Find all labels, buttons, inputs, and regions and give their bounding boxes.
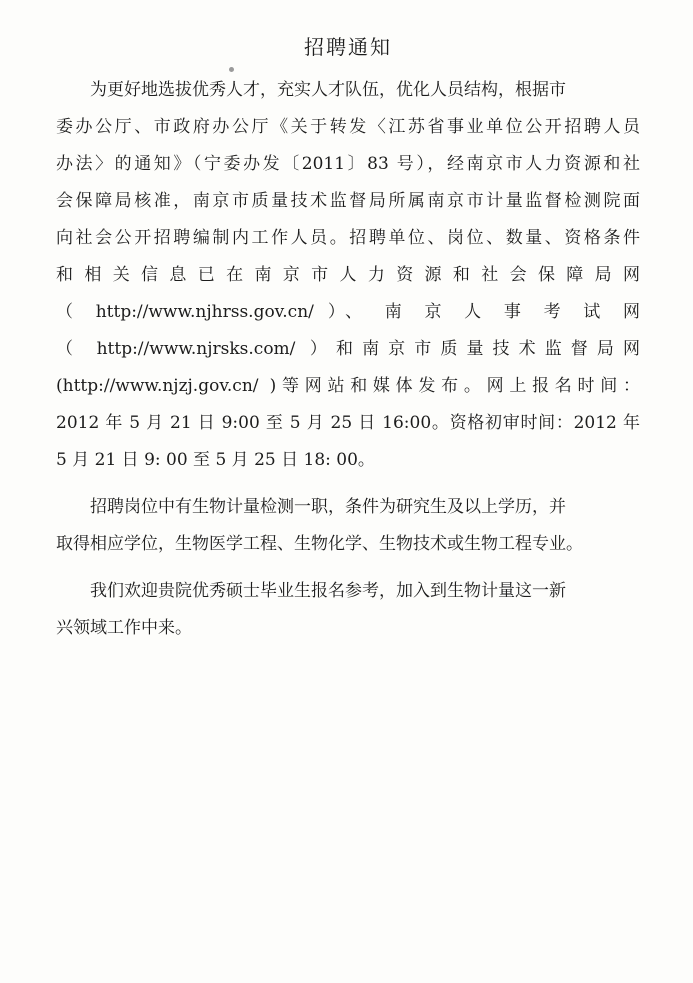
text-line: （ http://www.njrsks.com/ ）和南京市质量技术监督局网 bbox=[56, 339, 640, 359]
text-line: 向社会公开招聘编制内工作人员。招聘单位、岗位、数量、资格条件 bbox=[56, 228, 640, 248]
notice-document bbox=[56, 30, 640, 657]
text-line: 委办公厅、市政府办公厅《关于转发〈江苏省事业单位公开招聘人员 bbox=[56, 117, 640, 137]
text-line: 招聘岗位中有生物计量检测一职，条件为研究生及以上学历，并 bbox=[90, 497, 566, 517]
text-line: 为更好地选拔优秀人才，充实人才队伍，优化人员结构，根据市 bbox=[90, 80, 566, 100]
text-line: 会保障局核准，南京市质量技术监督局所属南京市计量监督检测院面 bbox=[56, 191, 640, 211]
text-line: 我们欢迎贵院优秀硕士毕业生报名参考，加入到生物计量这一新 bbox=[90, 581, 566, 601]
paragraph-2 bbox=[56, 489, 640, 563]
text-line: 取得相应学位，生物医学工程、生物化学、生物技术或生物工程专业。 bbox=[56, 534, 583, 554]
text-line: 2012 年 5 月 21 日 9:00 至 5 月 25 日 16:00。资格初审时间：2012 年 bbox=[56, 413, 640, 433]
notice-title: 招聘通知 bbox=[304, 35, 392, 59]
text-line: (http://www.njzj.gov.cn/ )等网站和媒体发布。网上报名时间： bbox=[56, 376, 640, 396]
text-line: 5 月 21 日 9: 00 至 5 月 25 日 18: 00。 bbox=[56, 450, 375, 470]
paragraph-3 bbox=[56, 573, 640, 647]
paragraph-1 bbox=[56, 72, 640, 479]
text-line: 和相关信息已在南京市人力资源和社会保障局网 bbox=[56, 265, 640, 285]
text-line: 兴领域工作中来。 bbox=[56, 618, 192, 638]
text-line: 办法〉的通知》（宁委办发〔2011〕83 号），经南京市人力资源和社 bbox=[56, 154, 640, 174]
text-line: （ http://www.njhrss.gov.cn/ ）、 南 京 人 事 考 试 网 bbox=[56, 302, 640, 322]
